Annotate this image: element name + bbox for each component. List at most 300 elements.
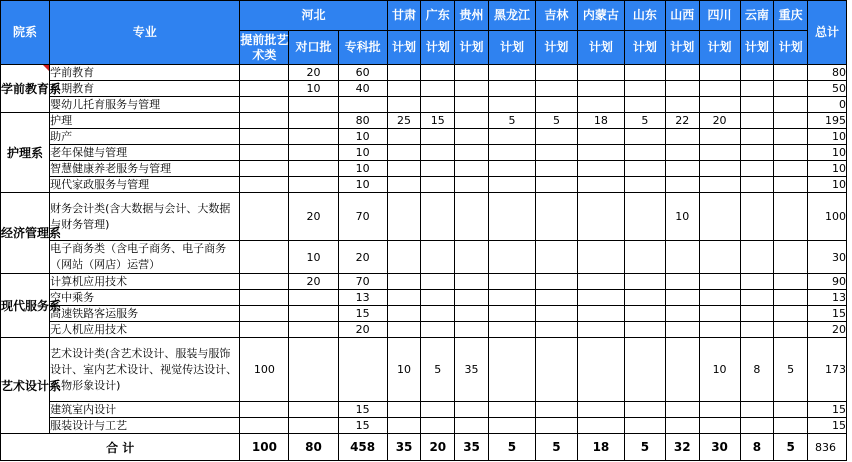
plan-count-cell <box>488 322 535 338</box>
row-total-cell: 50 <box>808 81 847 97</box>
plan-count-cell <box>387 418 421 434</box>
plan-count-cell: 40 <box>338 81 387 97</box>
major-name: 建筑室内设计 <box>50 402 240 418</box>
plan-count-cell <box>535 161 577 177</box>
row-total-cell: 10 <box>808 129 847 145</box>
plan-count-cell <box>665 418 699 434</box>
plan-count-cell <box>624 306 665 322</box>
sum-value-cell: 18 <box>577 434 624 461</box>
plan-count-cell <box>577 161 624 177</box>
plan-count-cell <box>289 177 338 193</box>
plan-count-cell <box>577 81 624 97</box>
plan-count-cell <box>455 241 489 274</box>
plan-count-cell <box>240 402 289 418</box>
row-total-cell: 173 <box>808 338 847 402</box>
plan-count-cell <box>289 113 338 129</box>
plan-count-cell <box>774 241 808 274</box>
plan-count-cell <box>535 306 577 322</box>
plan-count-cell: 10 <box>387 338 421 402</box>
plan-count-cell <box>387 306 421 322</box>
plan-count-cell <box>665 81 699 97</box>
plan-count-cell <box>488 306 535 322</box>
plan-count-cell <box>535 129 577 145</box>
plan-count-cell: 10 <box>665 193 699 241</box>
table-row <box>1 81 847 97</box>
plan-count-cell: 60 <box>338 65 387 81</box>
header-plan: 计划 <box>455 31 489 65</box>
plan-count-cell <box>289 129 338 145</box>
plan-count-cell <box>740 145 774 161</box>
major-name: 艺术设计类(含艺术设计、服装与服饰设计、室内艺术设计、视觉传达设计、人物形象设计) <box>50 338 240 402</box>
plan-count-cell <box>535 145 577 161</box>
major-name: 电子商务类（含电子商务、电子商务（网站（网店）运营） <box>50 241 240 274</box>
plan-count-cell <box>421 241 455 274</box>
sum-value-cell: 8 <box>740 434 774 461</box>
plan-count-cell <box>387 129 421 145</box>
plan-count-cell <box>740 193 774 241</box>
plan-count-cell <box>240 306 289 322</box>
plan-count-cell <box>624 161 665 177</box>
major-name: 学前教育 <box>50 65 240 81</box>
plan-count-cell <box>455 274 489 290</box>
header-plan: 计划 <box>699 31 740 65</box>
plan-count-cell <box>774 306 808 322</box>
plan-count-cell <box>740 97 774 113</box>
plan-count-cell: 15 <box>338 402 387 418</box>
department-name: 学前教育系 <box>1 65 50 113</box>
plan-count-cell <box>535 97 577 113</box>
plan-count-cell <box>699 193 740 241</box>
plan-count-cell <box>774 193 808 241</box>
plan-count-cell <box>387 65 421 81</box>
table-body <box>1 65 847 461</box>
plan-count-cell <box>488 145 535 161</box>
sum-value-cell: 5 <box>624 434 665 461</box>
plan-count-cell <box>387 193 421 241</box>
plan-count-cell <box>535 65 577 81</box>
major-name: 护理 <box>50 113 240 129</box>
table-row <box>1 306 847 322</box>
plan-count-cell <box>421 402 455 418</box>
plan-count-cell: 100 <box>240 338 289 402</box>
plan-count-cell <box>699 161 740 177</box>
plan-count-cell: 15 <box>338 306 387 322</box>
table-row <box>1 274 847 290</box>
plan-count-cell <box>240 177 289 193</box>
plan-count-cell <box>699 241 740 274</box>
plan-count-cell <box>624 290 665 306</box>
grand-total-cell: 836 <box>808 434 847 461</box>
plan-count-cell <box>577 129 624 145</box>
plan-count-cell: 20 <box>338 322 387 338</box>
plan-count-cell: 20 <box>289 65 338 81</box>
plan-count-cell <box>488 81 535 97</box>
plan-count-cell <box>488 65 535 81</box>
sum-value-cell: 35 <box>387 434 421 461</box>
header-plan: 计划 <box>665 31 699 65</box>
header-province-shandong: 山东 <box>624 1 665 31</box>
plan-count-cell <box>535 418 577 434</box>
plan-count-cell <box>577 274 624 290</box>
row-total-cell: 10 <box>808 161 847 177</box>
major-name: 服装设计与工艺 <box>50 418 240 434</box>
header-province-chongqing: 重庆 <box>774 1 808 31</box>
plan-count-cell <box>665 129 699 145</box>
plan-count-cell <box>535 177 577 193</box>
plan-count-cell <box>289 418 338 434</box>
department-name: 艺术设计系 <box>1 338 50 434</box>
plan-count-cell <box>699 65 740 81</box>
plan-count-cell <box>577 193 624 241</box>
header-plan: 计划 <box>488 31 535 65</box>
comment-marker-icon <box>43 65 49 71</box>
plan-count-cell <box>421 193 455 241</box>
plan-count-cell <box>289 161 338 177</box>
table-row <box>1 65 847 81</box>
plan-count-cell <box>774 290 808 306</box>
plan-count-cell <box>665 145 699 161</box>
row-total-cell: 195 <box>808 113 847 129</box>
plan-count-cell <box>289 322 338 338</box>
header-plan: 计划 <box>740 31 774 65</box>
plan-count-cell <box>624 81 665 97</box>
plan-count-cell <box>421 97 455 113</box>
plan-count-cell <box>740 402 774 418</box>
plan-count-cell <box>774 81 808 97</box>
plan-count-cell <box>421 129 455 145</box>
plan-count-cell <box>665 402 699 418</box>
plan-count-cell <box>455 97 489 113</box>
plan-count-cell: 20 <box>289 274 338 290</box>
plan-count-cell <box>289 306 338 322</box>
plan-count-cell <box>577 418 624 434</box>
plan-count-cell <box>289 338 338 402</box>
plan-count-cell <box>338 97 387 113</box>
table-row <box>1 290 847 306</box>
plan-count-cell <box>774 322 808 338</box>
plan-count-cell <box>740 65 774 81</box>
plan-count-cell <box>774 65 808 81</box>
table-row <box>1 418 847 434</box>
header-dept: 院系 <box>1 1 50 65</box>
plan-count-cell <box>488 177 535 193</box>
plan-count-cell <box>665 338 699 402</box>
plan-count-cell: 15 <box>421 113 455 129</box>
plan-count-cell <box>699 129 740 145</box>
plan-count-cell <box>455 290 489 306</box>
plan-count-cell <box>665 290 699 306</box>
header-province-sichuan: 四川 <box>699 1 740 31</box>
plan-count-cell <box>665 241 699 274</box>
plan-count-cell <box>665 274 699 290</box>
plan-count-cell <box>488 402 535 418</box>
plan-count-cell <box>455 145 489 161</box>
plan-count-cell <box>699 274 740 290</box>
header-province-neimenggu: 内蒙古 <box>577 1 624 31</box>
plan-count-cell <box>488 338 535 402</box>
sum-label: 合 计 <box>1 434 240 461</box>
plan-count-cell <box>421 306 455 322</box>
row-total-cell: 100 <box>808 193 847 241</box>
table-row <box>1 193 847 241</box>
header-province-jilin: 吉林 <box>535 1 577 31</box>
plan-count-cell <box>421 161 455 177</box>
plan-count-cell <box>387 290 421 306</box>
sum-value-cell: 80 <box>289 434 338 461</box>
plan-count-cell <box>699 322 740 338</box>
plan-count-cell: 70 <box>338 274 387 290</box>
plan-count-cell <box>577 145 624 161</box>
plan-count-cell: 10 <box>289 241 338 274</box>
plan-count-cell <box>577 97 624 113</box>
plan-count-cell <box>774 161 808 177</box>
department-name: 经济管理系 <box>1 193 50 274</box>
plan-count-cell <box>387 161 421 177</box>
plan-count-cell <box>240 81 289 97</box>
plan-count-cell <box>387 177 421 193</box>
major-name: 财务会计类(含大数据与会计、大数据与财务管理) <box>50 193 240 241</box>
plan-count-cell <box>740 161 774 177</box>
header-hebei-duikou: 对口批 <box>289 31 338 65</box>
plan-count-cell: 20 <box>338 241 387 274</box>
plan-count-cell <box>624 418 665 434</box>
table-row <box>1 177 847 193</box>
plan-count-cell <box>535 402 577 418</box>
row-total-cell: 15 <box>808 402 847 418</box>
plan-count-cell <box>289 97 338 113</box>
plan-count-cell <box>488 241 535 274</box>
plan-count-cell <box>699 290 740 306</box>
plan-count-cell: 35 <box>455 338 489 402</box>
plan-count-cell <box>774 274 808 290</box>
plan-count-cell <box>624 274 665 290</box>
plan-count-cell <box>535 338 577 402</box>
plan-count-cell <box>455 161 489 177</box>
plan-count-cell <box>240 274 289 290</box>
plan-count-cell <box>699 402 740 418</box>
table-row <box>1 129 847 145</box>
plan-count-cell <box>421 177 455 193</box>
major-name: 高速铁路客运服务 <box>50 306 240 322</box>
header-total: 总计 <box>808 1 847 65</box>
plan-count-cell <box>421 145 455 161</box>
plan-count-cell <box>665 322 699 338</box>
plan-count-cell <box>577 322 624 338</box>
table-row <box>1 338 847 402</box>
plan-count-cell <box>624 322 665 338</box>
plan-count-cell: 25 <box>387 113 421 129</box>
plan-count-cell <box>289 402 338 418</box>
plan-count-cell <box>624 338 665 402</box>
sum-value-cell: 100 <box>240 434 289 461</box>
sum-value-cell: 5 <box>488 434 535 461</box>
plan-count-cell <box>455 402 489 418</box>
row-total-cell: 15 <box>808 418 847 434</box>
table-row <box>1 322 847 338</box>
plan-count-cell <box>740 322 774 338</box>
plan-count-cell <box>740 241 774 274</box>
major-name: 计算机应用技术 <box>50 274 240 290</box>
major-name: 助产 <box>50 129 240 145</box>
plan-count-cell <box>240 65 289 81</box>
plan-count-cell <box>774 402 808 418</box>
plan-count-cell <box>624 193 665 241</box>
table-row <box>1 161 847 177</box>
plan-count-cell <box>488 97 535 113</box>
table-row <box>1 97 847 113</box>
header-province-gansu: 甘肃 <box>387 1 421 31</box>
plan-count-cell <box>387 402 421 418</box>
plan-count-cell <box>387 241 421 274</box>
plan-count-cell <box>240 418 289 434</box>
plan-count-cell: 8 <box>740 338 774 402</box>
sum-value-cell: 458 <box>338 434 387 461</box>
plan-count-cell <box>240 322 289 338</box>
plan-count-cell <box>740 113 774 129</box>
plan-count-cell <box>624 241 665 274</box>
plan-count-cell: 5 <box>421 338 455 402</box>
plan-count-cell <box>699 81 740 97</box>
plan-count-cell <box>240 290 289 306</box>
plan-count-cell: 5 <box>624 113 665 129</box>
row-total-cell: 13 <box>808 290 847 306</box>
header-plan: 计划 <box>535 31 577 65</box>
table-row <box>1 402 847 418</box>
row-total-cell: 30 <box>808 241 847 274</box>
header-hebei-art: 提前批艺术类 <box>240 31 289 65</box>
plan-count-cell: 13 <box>338 290 387 306</box>
header-hebei: 河北 <box>240 1 387 31</box>
plan-count-cell: 70 <box>338 193 387 241</box>
plan-count-cell <box>488 193 535 241</box>
plan-count-cell: 15 <box>338 418 387 434</box>
plan-count-cell <box>535 193 577 241</box>
plan-count-cell <box>240 129 289 145</box>
plan-count-cell <box>624 145 665 161</box>
plan-count-cell <box>577 402 624 418</box>
sum-value-cell: 20 <box>421 434 455 461</box>
plan-count-cell <box>774 113 808 129</box>
major-name: 无人机应用技术 <box>50 322 240 338</box>
header-province-yunnan: 云南 <box>740 1 774 31</box>
plan-count-cell <box>240 241 289 274</box>
plan-count-cell: 10 <box>338 177 387 193</box>
row-total-cell: 0 <box>808 97 847 113</box>
plan-count-cell <box>624 177 665 193</box>
sum-value-cell: 5 <box>535 434 577 461</box>
header-province-heilongjiang: 黑龙江 <box>488 1 535 31</box>
plan-count-cell <box>455 129 489 145</box>
plan-count-cell <box>421 418 455 434</box>
plan-count-cell <box>740 274 774 290</box>
plan-count-cell <box>740 81 774 97</box>
plan-count-cell <box>535 81 577 97</box>
plan-count-cell <box>774 418 808 434</box>
department-name: 护理系 <box>1 113 50 193</box>
plan-count-cell <box>455 306 489 322</box>
plan-count-cell: 20 <box>289 193 338 241</box>
plan-count-cell <box>665 306 699 322</box>
plan-count-cell <box>240 113 289 129</box>
plan-count-cell <box>740 177 774 193</box>
plan-count-cell: 5 <box>774 338 808 402</box>
header-province-guizhou: 贵州 <box>455 1 489 31</box>
major-name: 现代家政服务与管理 <box>50 177 240 193</box>
plan-count-cell <box>740 306 774 322</box>
plan-count-cell <box>577 177 624 193</box>
plan-count-cell: 10 <box>338 161 387 177</box>
plan-count-cell: 20 <box>699 113 740 129</box>
plan-count-cell <box>387 322 421 338</box>
row-total-cell: 80 <box>808 65 847 81</box>
row-total-cell: 10 <box>808 145 847 161</box>
header-province-guangdong: 广东 <box>421 1 455 31</box>
plan-count-cell <box>535 322 577 338</box>
sum-row <box>1 434 847 461</box>
plan-count-cell: 10 <box>338 129 387 145</box>
plan-count-cell <box>387 274 421 290</box>
plan-count-cell <box>387 81 421 97</box>
plan-count-cell <box>699 177 740 193</box>
department-name: 现代服务系 <box>1 274 50 338</box>
plan-count-cell <box>421 65 455 81</box>
plan-count-cell <box>240 145 289 161</box>
plan-count-cell <box>699 418 740 434</box>
plan-count-cell <box>488 129 535 145</box>
major-name: 早期教育 <box>50 81 240 97</box>
plan-count-cell <box>774 97 808 113</box>
plan-count-cell <box>699 145 740 161</box>
plan-count-cell <box>535 274 577 290</box>
row-total-cell: 20 <box>808 322 847 338</box>
plan-count-cell: 80 <box>338 113 387 129</box>
plan-count-cell <box>387 145 421 161</box>
plan-count-cell <box>699 97 740 113</box>
plan-count-cell <box>740 129 774 145</box>
plan-count-cell <box>535 241 577 274</box>
plan-count-cell <box>421 322 455 338</box>
major-name: 婴幼儿托育服务与管理 <box>50 97 240 113</box>
plan-count-cell <box>455 113 489 129</box>
plan-count-cell <box>455 81 489 97</box>
header-hebei-zhuanke: 专科批 <box>338 31 387 65</box>
plan-count-cell <box>577 65 624 81</box>
plan-count-cell <box>774 145 808 161</box>
plan-count-cell <box>665 65 699 81</box>
plan-count-cell <box>455 65 489 81</box>
header-major: 专业 <box>50 1 240 65</box>
sum-value-cell: 35 <box>455 434 489 461</box>
sum-value-cell: 32 <box>665 434 699 461</box>
major-name: 空中乘务 <box>50 290 240 306</box>
plan-count-cell <box>577 290 624 306</box>
plan-count-cell <box>740 290 774 306</box>
table-row <box>1 113 847 129</box>
sum-value-cell: 30 <box>699 434 740 461</box>
plan-count-cell <box>624 402 665 418</box>
plan-count-cell <box>289 290 338 306</box>
header-plan: 计划 <box>421 31 455 65</box>
header-plan: 计划 <box>577 31 624 65</box>
plan-count-cell <box>421 274 455 290</box>
plan-count-cell <box>488 418 535 434</box>
plan-count-cell <box>455 193 489 241</box>
header-plan: 计划 <box>387 31 421 65</box>
plan-count-cell <box>577 338 624 402</box>
plan-count-cell <box>240 193 289 241</box>
header-plan: 计划 <box>624 31 665 65</box>
header-plan: 计划 <box>774 31 808 65</box>
